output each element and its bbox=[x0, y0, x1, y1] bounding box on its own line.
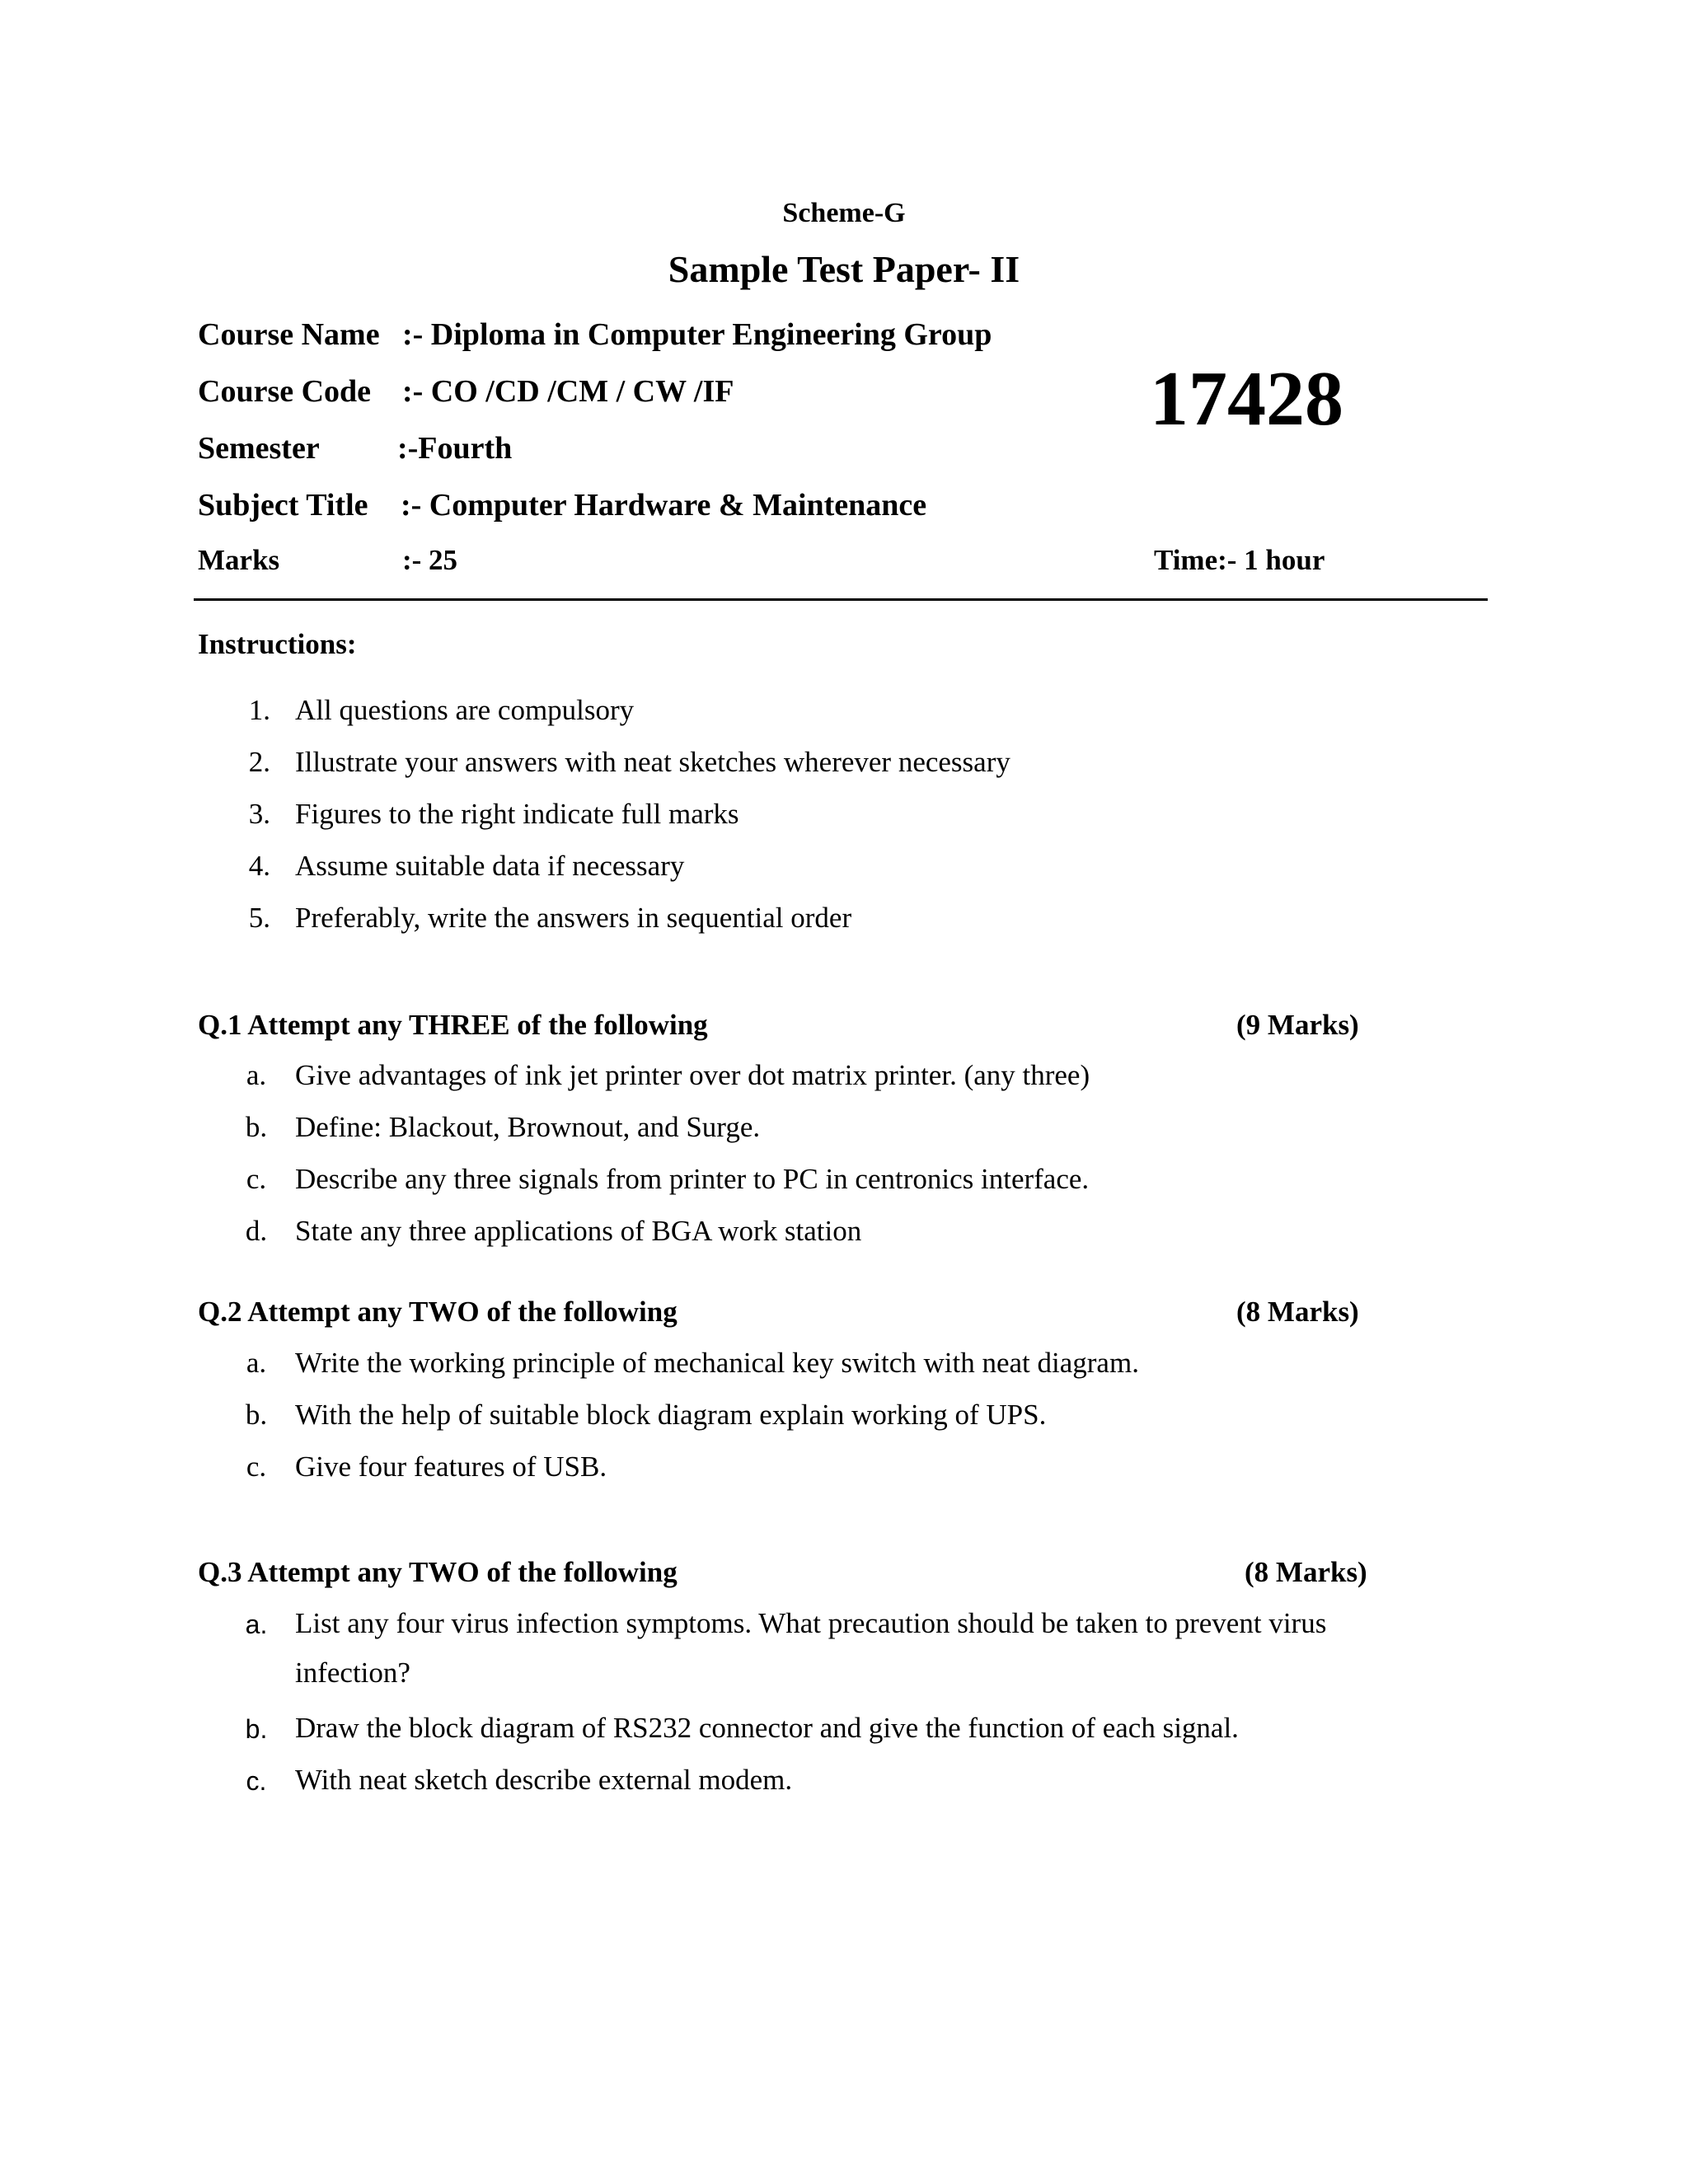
question-item-letter: c. bbox=[246, 1451, 267, 1483]
semester-value: :-Fourth bbox=[397, 431, 513, 466]
instruction-number: 4. bbox=[248, 850, 270, 882]
scheme-label: Scheme-G bbox=[782, 198, 906, 228]
instructions-heading: Instructions: bbox=[198, 628, 357, 660]
question-item-letter: d. bbox=[245, 1215, 268, 1247]
subject-title-value: :- Computer Hardware & Maintenance bbox=[401, 488, 927, 523]
question-item-text: Give four features of USB. bbox=[295, 1451, 607, 1483]
question-marks: (8 Marks) bbox=[1245, 1556, 1367, 1588]
question-item-text: List any four virus infection symptoms. What precaution should be taken to prevent virus bbox=[295, 1607, 1327, 1639]
paper-code: 17428 bbox=[1150, 356, 1343, 442]
question-item-text: Write the working principle of mechanical key switch with neat diagram. bbox=[295, 1347, 1139, 1379]
course-code-label: Course Code bbox=[198, 374, 372, 409]
paper-title: Sample Test Paper- II bbox=[668, 248, 1020, 290]
marks-label: Marks bbox=[198, 544, 280, 576]
marks-value: :- 25 bbox=[402, 544, 458, 576]
course-name-value: :- Diploma in Computer Engineering Group bbox=[402, 317, 992, 352]
instruction-text: Assume suitable data if necessary bbox=[295, 850, 685, 882]
question-item-letter: a. bbox=[246, 1059, 267, 1091]
subject-title-label: Subject Title bbox=[198, 488, 368, 523]
instruction-number: 5. bbox=[248, 902, 270, 934]
question-marks: (8 Marks) bbox=[1236, 1296, 1359, 1328]
question-heading: Q.1 Attempt any THREE of the following bbox=[198, 1009, 708, 1041]
question-item-text: With the help of suitable block diagram explain working of UPS. bbox=[295, 1399, 1047, 1431]
question-item-text-continued: infection? bbox=[295, 1657, 410, 1689]
question-item-letter: a. bbox=[246, 1347, 267, 1379]
instruction-number: 1. bbox=[248, 694, 270, 726]
question-item-text: Give advantages of ink jet printer over dot matrix printer. (any three) bbox=[295, 1059, 1090, 1091]
instruction-number: 3. bbox=[248, 798, 270, 830]
instruction-text: All questions are compulsory bbox=[295, 694, 635, 726]
instruction-number: 2. bbox=[248, 746, 270, 778]
question-item-text: State any three applications of BGA work station bbox=[295, 1215, 862, 1247]
course-name-label: Course Name bbox=[198, 317, 380, 352]
question-item-letter: b. bbox=[245, 1399, 268, 1431]
question-heading: Q.3 Attempt any TWO of the following bbox=[198, 1556, 678, 1588]
question-item-letter: a. bbox=[245, 1610, 268, 1639]
question-item-letter: b. bbox=[245, 1714, 268, 1744]
header-divider bbox=[194, 598, 1488, 601]
question-item-letter: c. bbox=[246, 1766, 267, 1796]
question-item-letter: c. bbox=[246, 1163, 267, 1195]
question-item-text: With neat sketch describe external modem. bbox=[295, 1764, 793, 1796]
course-code-value: :- CO /CD /CM / CW /IF bbox=[402, 374, 734, 409]
question-item-text: Draw the block diagram of RS232 connector and give the function of each signal. bbox=[295, 1712, 1239, 1744]
instruction-text: Preferably, write the answers in sequential order bbox=[295, 902, 852, 934]
time-value: Time:- 1 hour bbox=[1154, 544, 1325, 576]
semester-label: Semester bbox=[198, 431, 320, 466]
question-heading: Q.2 Attempt any TWO of the following bbox=[198, 1296, 678, 1328]
question-item-text: Define: Blackout, Brownout, and Surge. bbox=[295, 1111, 761, 1143]
question-item-letter: b. bbox=[245, 1111, 268, 1143]
instruction-text: Figures to the right indicate full marks bbox=[295, 798, 739, 830]
question-item-text: Describe any three signals from printer to PC in centronics interface. bbox=[295, 1163, 1090, 1195]
instruction-text: Illustrate your answers with neat sketches wherever necessary bbox=[295, 746, 1010, 778]
question-marks: (9 Marks) bbox=[1236, 1009, 1359, 1041]
